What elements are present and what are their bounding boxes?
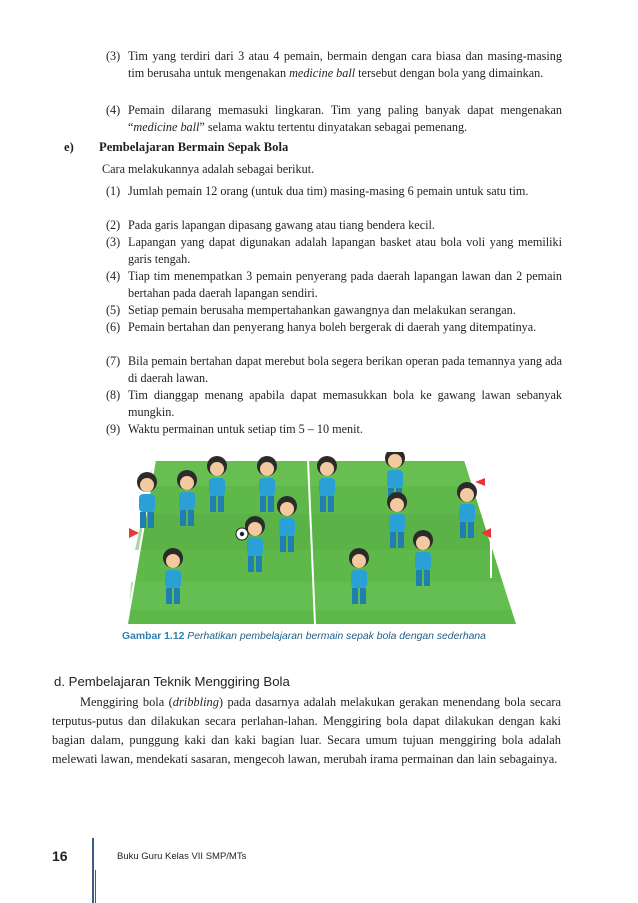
soccer-field-illustration: [115, 452, 525, 628]
section-letter: e): [64, 140, 74, 154]
section-title: Pembelajaran Bermain Sepak Bola: [99, 140, 289, 154]
item-number: (1): [106, 184, 121, 198]
footer-divider: [95, 870, 96, 903]
page-number: 16: [52, 848, 68, 864]
footer-divider: [92, 838, 94, 903]
item-text: Setiap pemain berusaha mempertahankan gawangnya dan melakukan serangan.: [128, 303, 516, 317]
paragraph: Menggiring bola (dribbling) pada dasarnya adalah melakukan gerakan menendang bola secara terputus-putus dan dilakukan secara perlahan-lahan. Menggiring bola dapat dilakukan dengan kaki bagian dalam, punggung kaki dan kaki bagian luar. Secara umum tujuan menggiring bola adalah melewati lawan, mendekati sasaran, mengecoh lawan, merubah irama permainan dan lain sebagainya.: [52, 695, 561, 766]
list-item: [106, 353, 562, 387]
book-title: Buku Guru Kelas VII SMP/MTs: [117, 851, 247, 862]
item-number: (9): [106, 422, 121, 436]
item-number: (4): [106, 103, 121, 117]
figure-label: Gambar 1.12: [122, 631, 185, 642]
item-text: Tiap tim menempatkan 3 pemain penyerang pada daerah lapangan lawan dan 2 pemain bertahan pada daerah lapangan sendiri.: [128, 269, 562, 300]
list-item: [106, 268, 562, 302]
list-item: [106, 234, 562, 268]
item-number: (7): [106, 354, 121, 368]
item-number: (5): [106, 303, 121, 317]
item-text: Bila pemain bertahan dapat merebut bola segera berikan operan pada temannya yang ada di daerah lawan.: [128, 354, 562, 385]
item-number: (8): [106, 388, 121, 402]
item-text: Pada garis lapangan dipasang gawang atau tiang bendera kecil.: [128, 218, 435, 232]
item-number: (3): [106, 235, 121, 249]
item-text: Tim yang terdiri dari 3 atau 4 pemain, bermain dengan cara biasa dan masing-masing tim berusaha untuk mengenakan medicine ball tersebut dengan bola yang dimainkan.: [128, 49, 562, 80]
section-heading: [64, 140, 288, 155]
list-item: [106, 102, 562, 136]
list-item: [106, 302, 562, 319]
section-heading: d. Pembelajaran Teknik Menggiring Bola: [54, 674, 290, 689]
item-text: Jumlah pemain 12 orang (untuk dua tim) masing-masing 6 pemain untuk satu tim.: [128, 184, 529, 198]
item-text: Pemain bertahan dan penyerang hanya boleh bergerak di daerah yang ditempatinya.: [128, 320, 537, 334]
list-item: [106, 387, 562, 421]
section-intro: Cara melakukannya adalah sebagai berikut.: [102, 162, 315, 176]
item-number: (4): [106, 269, 121, 283]
figure-caption: [122, 631, 486, 642]
ball-icon: [236, 528, 248, 540]
item-text: Waktu permainan untuk setiap tim 5 – 10 menit.: [128, 422, 363, 436]
list-item: [106, 183, 562, 200]
item-text: Tim dianggap menang apabila dapat memasukkan bola ke gawang lawan sebanyak mungkin.: [128, 388, 562, 419]
list-item: [106, 48, 562, 82]
item-number: (6): [106, 320, 121, 334]
item-number: (3): [106, 49, 121, 63]
figure-caption-text: Perhatikan pembelajaran bermain sepak bola dengan sederhana: [187, 631, 486, 642]
list-item: [106, 319, 562, 336]
item-number: (2): [106, 218, 121, 232]
item-text: Pemain dilarang memasuki lingkaran. Tim yang paling banyak dapat mengenakan “medicine ball” selama waktu tertentu dinyatakan sebagai pemenang.: [128, 103, 562, 134]
list-item: [106, 421, 562, 438]
item-text: Lapangan yang dapat digunakan adalah lapangan basket atau bola voli yang memiliki garis tengah.: [128, 235, 562, 266]
list-item: [106, 217, 562, 234]
